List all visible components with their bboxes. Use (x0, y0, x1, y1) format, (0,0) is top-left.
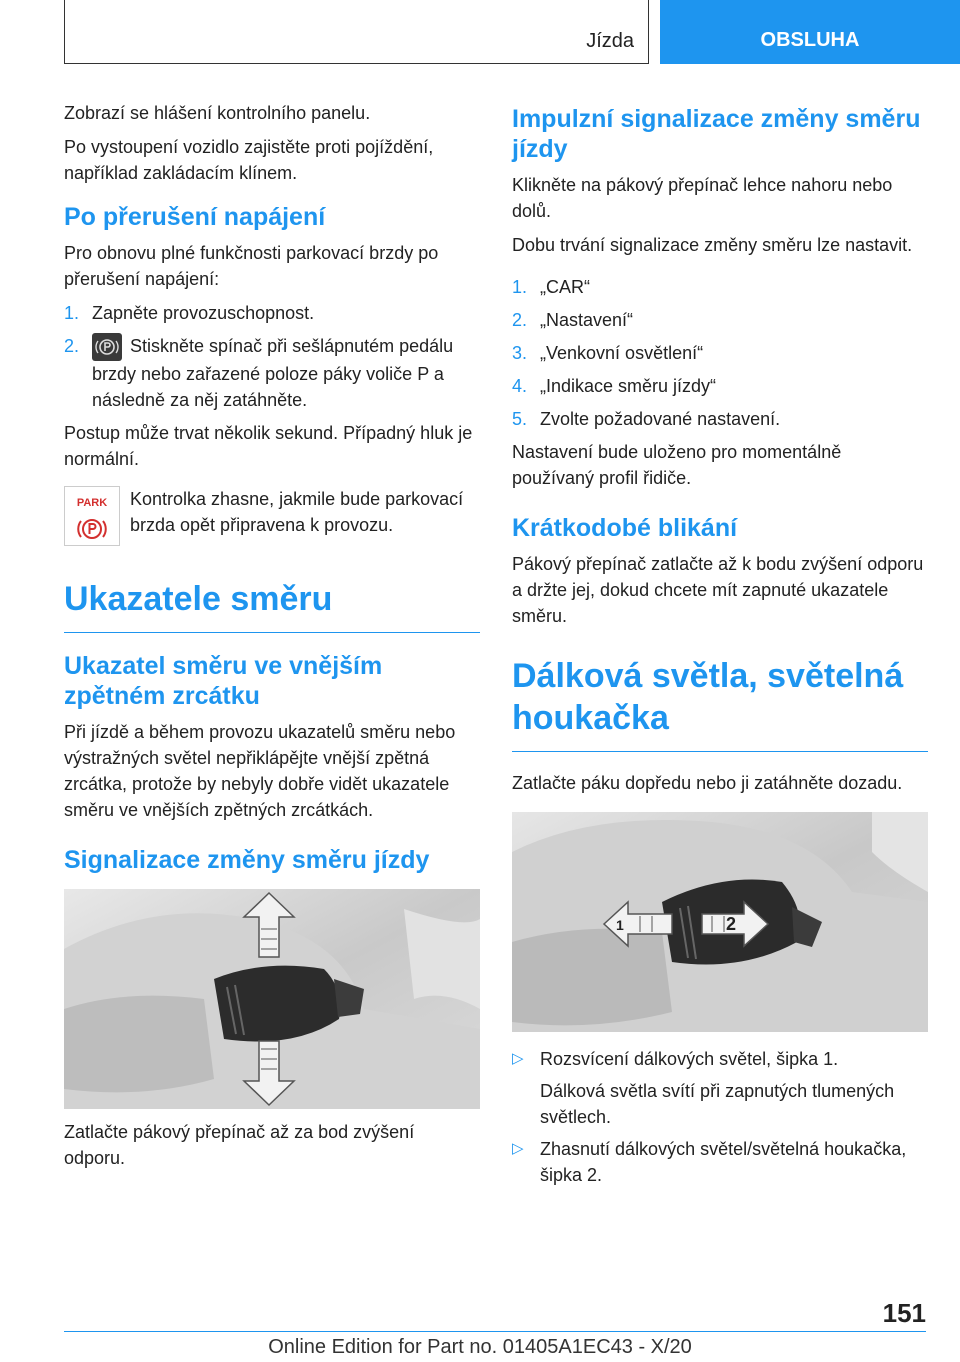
heading-mirror-indicator: Ukazatel směru ve vnějším zpětném zrcátku (64, 652, 383, 710)
step-text: „CAR“ (540, 277, 590, 297)
footer-edition: Online Edition for Part no. 01405A1EC43 - X/20 (268, 1336, 692, 1358)
header-section-title: Jízda (586, 30, 634, 52)
left-column (64, 100, 480, 1179)
step-number: 2. (512, 310, 528, 330)
lever-forward-back-illustration (512, 812, 928, 1032)
page-number: 151 (882, 1298, 926, 1328)
header-tab-obsluha[interactable]: OBSLUHA (660, 0, 960, 64)
steps-list (64, 300, 480, 413)
paragraph: Pro obnovu plné funkčnosti parkovací brzdy po přerušení napájení: (64, 243, 439, 289)
heading-signal-change: Signalizace změny směru jízdy (64, 846, 430, 874)
lever-up-down-illustration (64, 889, 480, 1109)
paragraph: Dobu trvání signalizace změny směru lze nastavit. (512, 235, 913, 255)
paragraph: Klikněte na pákový přepínač lehce nahoru nebo dolů. (512, 175, 893, 221)
step-number: 1. (64, 303, 80, 323)
bullet-subtext (512, 1078, 928, 1130)
step-number: 5. (512, 409, 528, 429)
settings-steps-list (512, 274, 928, 432)
paragraph: Nastavení bude uloženo pro momentálně používaný profil řidiče. (512, 442, 842, 488)
list-item (512, 340, 928, 366)
step-text: „Indikace směru jízdy“ (540, 376, 717, 396)
heading-high-beam: Dálková světla, světelná houkačka (512, 657, 904, 737)
triangle-bullet-icon: ▷ (512, 1050, 524, 1067)
parking-brake-button-icon (92, 333, 122, 361)
paragraph: Po vystoupení vozidlo zajistěte proti pojíždění, například zakládacím klínem. (64, 137, 434, 183)
heading-turn-signals: Ukazatele směru (64, 580, 333, 618)
list-item (512, 274, 928, 300)
step-text: Stiskněte spínač při sešlápnutém pedálu brzdy nebo zařazené poloze páky voliče P a následně za něj zatáhněte. (92, 336, 454, 410)
high-beam-lever-figure (512, 812, 928, 1032)
heading-power-interruption: Po přerušení napájení (64, 203, 326, 231)
step-number: 4. (512, 376, 528, 396)
figure-label-1: 1 (616, 917, 624, 933)
step-text: „Venkovní osvětlení“ (540, 343, 704, 363)
step-number: 1. (512, 277, 528, 297)
bullet-text: Zhasnutí dálkových světel/světelná houkačka, šipka 2. (540, 1139, 907, 1185)
step-text: Zapněte provozuschopnost. (92, 303, 315, 323)
list-item (64, 300, 480, 326)
list-item (512, 1046, 928, 1072)
paragraph: Postup může trvat několik sekund. Případný hluk je normální. (64, 423, 473, 469)
turn-signal-lever-figure (64, 889, 480, 1109)
list-item (512, 373, 928, 399)
bullet-text: Rozsvícení dálkových světel, šipka 1. (540, 1049, 839, 1069)
paragraph: Zatlačte páku dopředu nebo ji zatáhněte dozadu. (512, 773, 903, 793)
paragraph: Zobrazí se hlášení kontrolního panelu. (64, 103, 371, 123)
main-heading-block (512, 655, 928, 752)
list-item (64, 333, 480, 413)
step-number: 2. (64, 336, 80, 356)
list-item (512, 1136, 928, 1188)
triangle-bullet-icon: ▷ (512, 1140, 524, 1157)
figure-label-2: 2 (726, 914, 737, 934)
main-heading-block (64, 578, 480, 633)
bullet-subtext-text: Dálková světla svítí při zapnutých tlumených světlech. (540, 1081, 895, 1127)
paragraph: Pákový přepínač zatlačte až k bodu zvýšení odporu a držte jej, dokud chcete mít zapnuté ukazatele směru. (512, 554, 924, 626)
park-note-text: Kontrolka zhasne, jakmile bude parkovací brzda opět připravena k provozu. (130, 489, 464, 535)
step-number: 3. (512, 343, 528, 363)
step-text-wrapper (92, 333, 480, 413)
footer-divider (64, 1331, 926, 1332)
park-indicator-note (64, 486, 480, 546)
step-text: „Nastavení“ (540, 310, 634, 330)
park-label: PARK (76, 497, 108, 509)
heading-short-flash: Krátkodobé blikání (512, 514, 738, 542)
header-box (64, 0, 649, 64)
figure-caption: Zatlačte pákový přepínač až za bod zvýšení odporu. (64, 1122, 415, 1168)
list-item (512, 406, 928, 432)
list-item (512, 307, 928, 333)
paragraph: Při jízdě a během provozu ukazatelů směru nebo výstražných světel nepřiklápějte vnější zpětná zrcátka, protože by nebyly dobře vidět ukazatele směru ve vnějších zpětných zrcátkách. (64, 722, 456, 820)
high-beam-bullets (512, 1046, 928, 1188)
step-text: Zvolte požadované nastavení. (540, 409, 781, 429)
right-column (512, 100, 928, 1194)
heading-impulse-signal: Impulzní signalizace změny směru jízdy (512, 105, 921, 163)
park-warning-icon (64, 486, 120, 546)
